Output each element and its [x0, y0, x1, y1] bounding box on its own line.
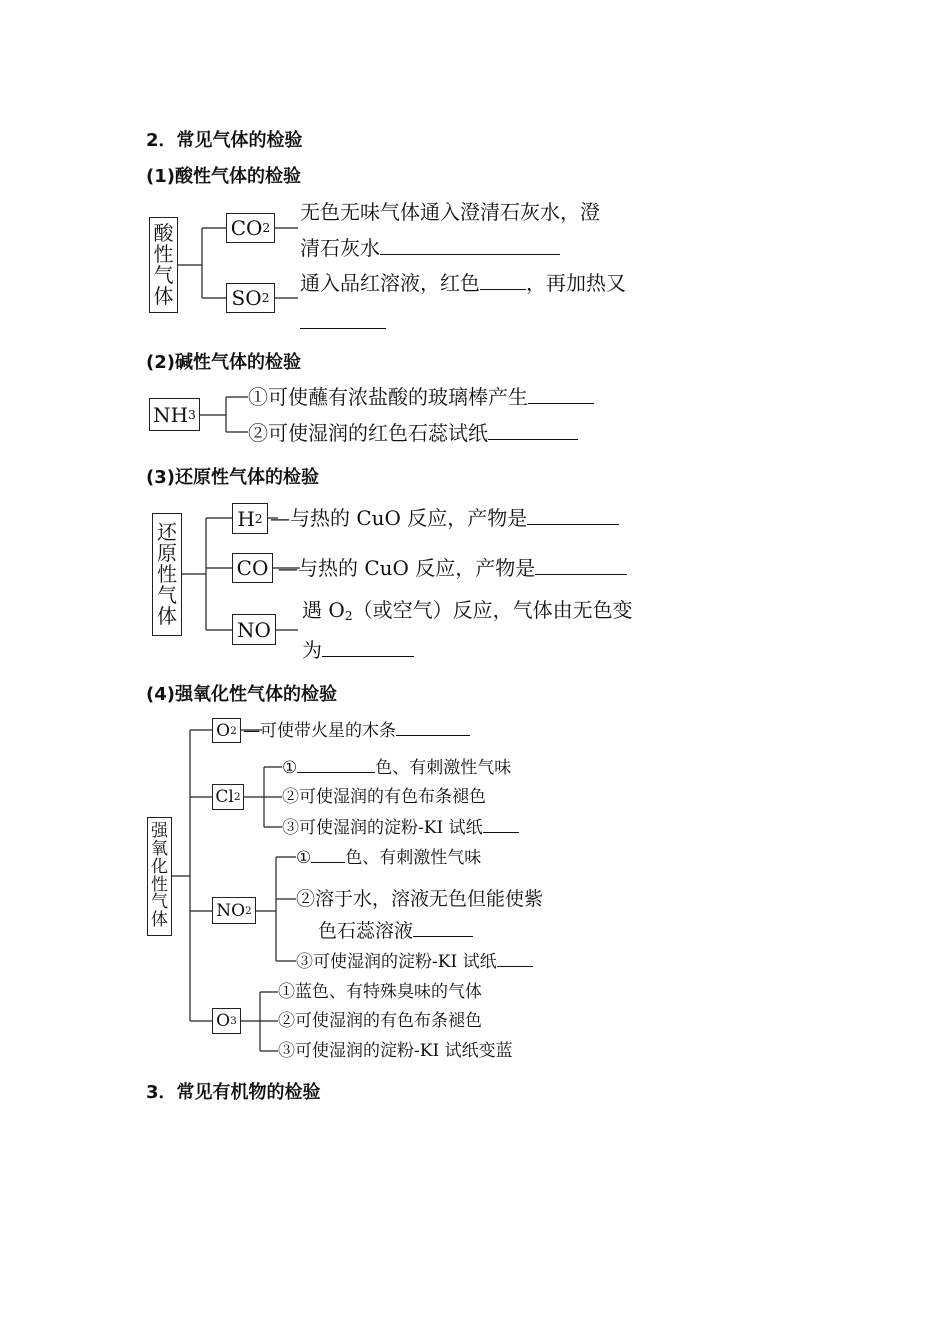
o3-test-item3: ③可使湿润的淀粉-KI 试纸变蓝	[278, 1041, 513, 1061]
co-text: —与热的 CuO 反应，产物是	[278, 556, 536, 580]
so2-description-line1	[300, 270, 626, 296]
cl2-text: ①	[282, 758, 298, 778]
cl2-test-item3	[282, 816, 519, 839]
group-char: 强	[151, 820, 168, 841]
co-description	[278, 555, 627, 581]
formula-subscript: 2	[254, 510, 263, 526]
no2-text: 色石蕊溶液	[318, 920, 414, 942]
o3-test-item2: ②可使湿润的有色布条褪色	[278, 1011, 482, 1031]
cl2-text: 色、有刺激性气味	[375, 758, 512, 778]
no-formula-box	[232, 614, 276, 645]
nh3-text: ②可使湿润的红色石蕊试纸	[248, 421, 488, 445]
no2-text: ③可使湿润的淀粉-KI 试纸	[296, 952, 497, 972]
subsection-title-reducing: (3)还原性气体的检验	[146, 467, 319, 488]
answer-blank	[413, 920, 473, 937]
group-char: 氧	[151, 838, 168, 859]
group-char: 性	[157, 562, 177, 586]
formula: O	[216, 720, 231, 741]
formula-subscript: 2	[344, 608, 353, 624]
no2-test-item1	[296, 846, 481, 869]
answer-blank	[488, 421, 578, 440]
formula-subscript: 2	[262, 220, 271, 235]
answer-blank	[300, 312, 386, 329]
formula: NO	[237, 617, 271, 642]
formula: CO	[236, 556, 269, 580]
formula: CO	[230, 216, 263, 240]
answer-blank	[396, 719, 470, 736]
no-text: 为	[302, 638, 322, 662]
co2-formula-box	[226, 213, 275, 243]
answer-blank	[297, 756, 375, 773]
group-char: 体	[153, 284, 174, 308]
no2-formula-box	[212, 897, 256, 924]
acidic-gas-group-box	[149, 217, 178, 313]
group-char: 气	[157, 583, 177, 607]
group-char: 气	[153, 263, 174, 287]
subsection-title-basic: (2)碱性气体的检验	[146, 352, 301, 373]
formula: SO	[231, 286, 262, 310]
formula: H	[237, 506, 255, 531]
answer-blank	[380, 236, 560, 255]
no-description-line1	[302, 597, 633, 629]
formula: NH	[153, 402, 189, 427]
no2-test-item2-line1: ②溶于水，溶液无色但能使紫	[296, 888, 544, 910]
o3-formula-box	[212, 1008, 241, 1034]
section-heading: 2．常见气体的检验	[146, 130, 303, 151]
answer-blank	[535, 556, 627, 575]
co2-description-line1: 无色无味气体通入澄清石灰水，澄	[300, 200, 600, 224]
no2-text: 色、有刺激性气味	[345, 848, 482, 868]
group-char: 酸	[153, 221, 174, 245]
cl2-test-item1	[282, 756, 511, 779]
no2-test-item2-line2	[318, 919, 473, 943]
answer-blank	[483, 816, 519, 833]
formula-subscript: 2	[261, 290, 270, 305]
answer-blank	[527, 506, 619, 525]
subsection-title-acidic: (1)酸性气体的检验	[146, 166, 301, 187]
formula-subscript: 2	[233, 791, 241, 803]
no-text: （或空气）反应，气体由无色变	[352, 598, 633, 622]
answer-blank	[528, 385, 594, 404]
formula-subscript: 2	[245, 904, 252, 917]
formula-subscript: 3	[188, 406, 196, 422]
answer-blank	[480, 271, 526, 290]
co2-text: 清石灰水	[300, 236, 380, 260]
h2-description	[270, 505, 619, 531]
h2-formula-box	[232, 503, 268, 534]
no-text: 遇 O	[302, 598, 345, 622]
group-char: 原	[157, 541, 177, 565]
formula: Cl	[215, 787, 234, 807]
group-char: 性	[153, 242, 174, 266]
co-formula-box	[232, 553, 273, 583]
cl2-test-item2: ②可使湿润的有色布条褪色	[282, 787, 486, 807]
subsection-title-oxidizing: (4)强氧化性气体的检验	[146, 684, 337, 705]
cl2-text: ③可使湿润的淀粉-KI 试纸	[282, 818, 483, 838]
group-char: 化	[151, 856, 168, 877]
no-description-line2	[302, 637, 414, 663]
no2-text: ①	[296, 848, 312, 868]
formula: NO	[216, 900, 246, 921]
formula-subscript: 2	[230, 724, 237, 737]
o2-formula-box	[212, 718, 241, 743]
co2-description-line2	[300, 235, 560, 261]
so2-formula-box	[226, 283, 275, 313]
h2-text: —与热的 CuO 反应，产物是	[270, 506, 528, 530]
group-char: 性	[151, 874, 168, 895]
section-heading: 3．常见有机物的检验	[146, 1082, 321, 1103]
nh3-text: ①可使蘸有浓盐酸的玻璃棒产生	[248, 385, 528, 409]
group-char: 体	[157, 604, 177, 628]
formula: O	[216, 1011, 231, 1031]
nh3-formula-box	[149, 398, 200, 431]
group-char: 还	[157, 520, 177, 544]
o3-test-item1: ①蓝色、有特殊臭味的气体	[278, 982, 482, 1002]
o2-description	[243, 719, 470, 742]
reducing-gas-group-box	[152, 513, 182, 636]
so2-text: 通入品红溶液，红色	[300, 271, 480, 295]
cl2-formula-box	[212, 784, 244, 810]
answer-blank	[311, 846, 345, 863]
nh3-test-item2	[248, 420, 578, 446]
answer-blank	[322, 638, 414, 657]
nh3-test-item1	[248, 384, 594, 410]
group-char: 体	[151, 910, 168, 931]
answer-blank	[497, 950, 533, 967]
oxidizing-gas-group-box	[147, 817, 172, 936]
group-char: 气	[151, 892, 168, 913]
no2-test-item3	[296, 950, 533, 973]
o2-text: —可使带火星的木条	[243, 721, 396, 741]
formula-subscript: 3	[230, 1015, 237, 1027]
so2-text: ，再加热又	[526, 271, 626, 295]
